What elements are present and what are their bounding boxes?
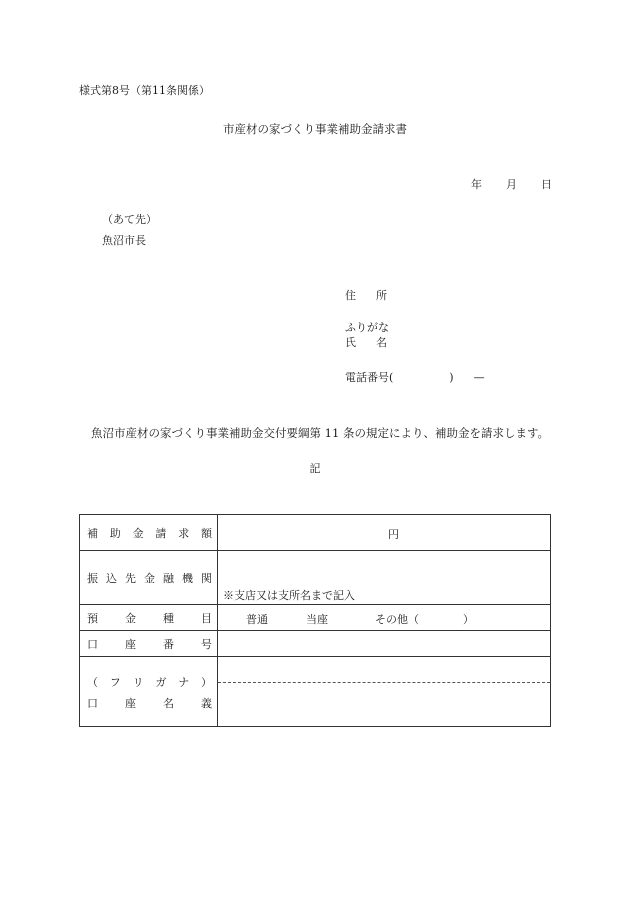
holder-label: （ フ リ ガ ナ ） 口 座 名 義 — [80, 657, 218, 727]
addressee-prefix: （あて先） — [102, 213, 157, 226]
table-row-holder — [80, 657, 551, 727]
yen-unit: 円 — [388, 528, 399, 541]
deposit-label: 預 金 種 目 — [80, 605, 218, 631]
table-row-deposit — [80, 605, 551, 631]
table-row-bank — [80, 551, 551, 605]
holder-value[interactable] — [218, 657, 551, 727]
account-number-label: 口 座 番 号 — [80, 631, 218, 657]
deposit-options — [218, 605, 551, 631]
amount-value[interactable] — [218, 515, 551, 551]
form-number: 様式第8号（第11条関係） — [79, 84, 210, 97]
table-row-amount — [80, 515, 551, 551]
ki-heading: 記 — [309, 462, 321, 475]
account-number-value[interactable] — [218, 631, 551, 657]
bank-note: ※支店又は支所名まで記入 — [223, 589, 355, 602]
document-title: 市産材の家づくり事業補助金請求書 — [223, 122, 407, 136]
request-statement: 魚沼市産材の家づくり事業補助金交付要綱第 11 条の規定により、補助金を請求します。 — [91, 426, 550, 440]
name-label: 氏 名 — [345, 336, 387, 349]
address-label: 住 所 — [345, 289, 387, 302]
option-current[interactable]: 当座 — [306, 613, 328, 626]
option-other[interactable]: その他（ — [375, 613, 419, 626]
furigana-label: ふりがな — [345, 321, 389, 334]
option-other-close: ） — [463, 613, 474, 626]
phone-label: 電話番号( ) — — [345, 371, 485, 384]
furigana-divider — [218, 682, 550, 683]
date-year-label: 年 — [471, 178, 482, 191]
amount-label: 補 助 金 請 求 額 — [80, 515, 218, 551]
bank-value[interactable] — [218, 551, 551, 605]
option-ordinary[interactable]: 普通 — [246, 613, 268, 626]
bank-label: 振 込 先 金 融 機 関 — [80, 551, 218, 605]
addressee-name: 魚沼市長 — [102, 234, 146, 247]
date-day-label: 日 — [541, 178, 552, 191]
table-row-account-number — [80, 631, 551, 657]
date-month-label: 月 — [506, 178, 517, 191]
claim-table — [79, 514, 551, 727]
